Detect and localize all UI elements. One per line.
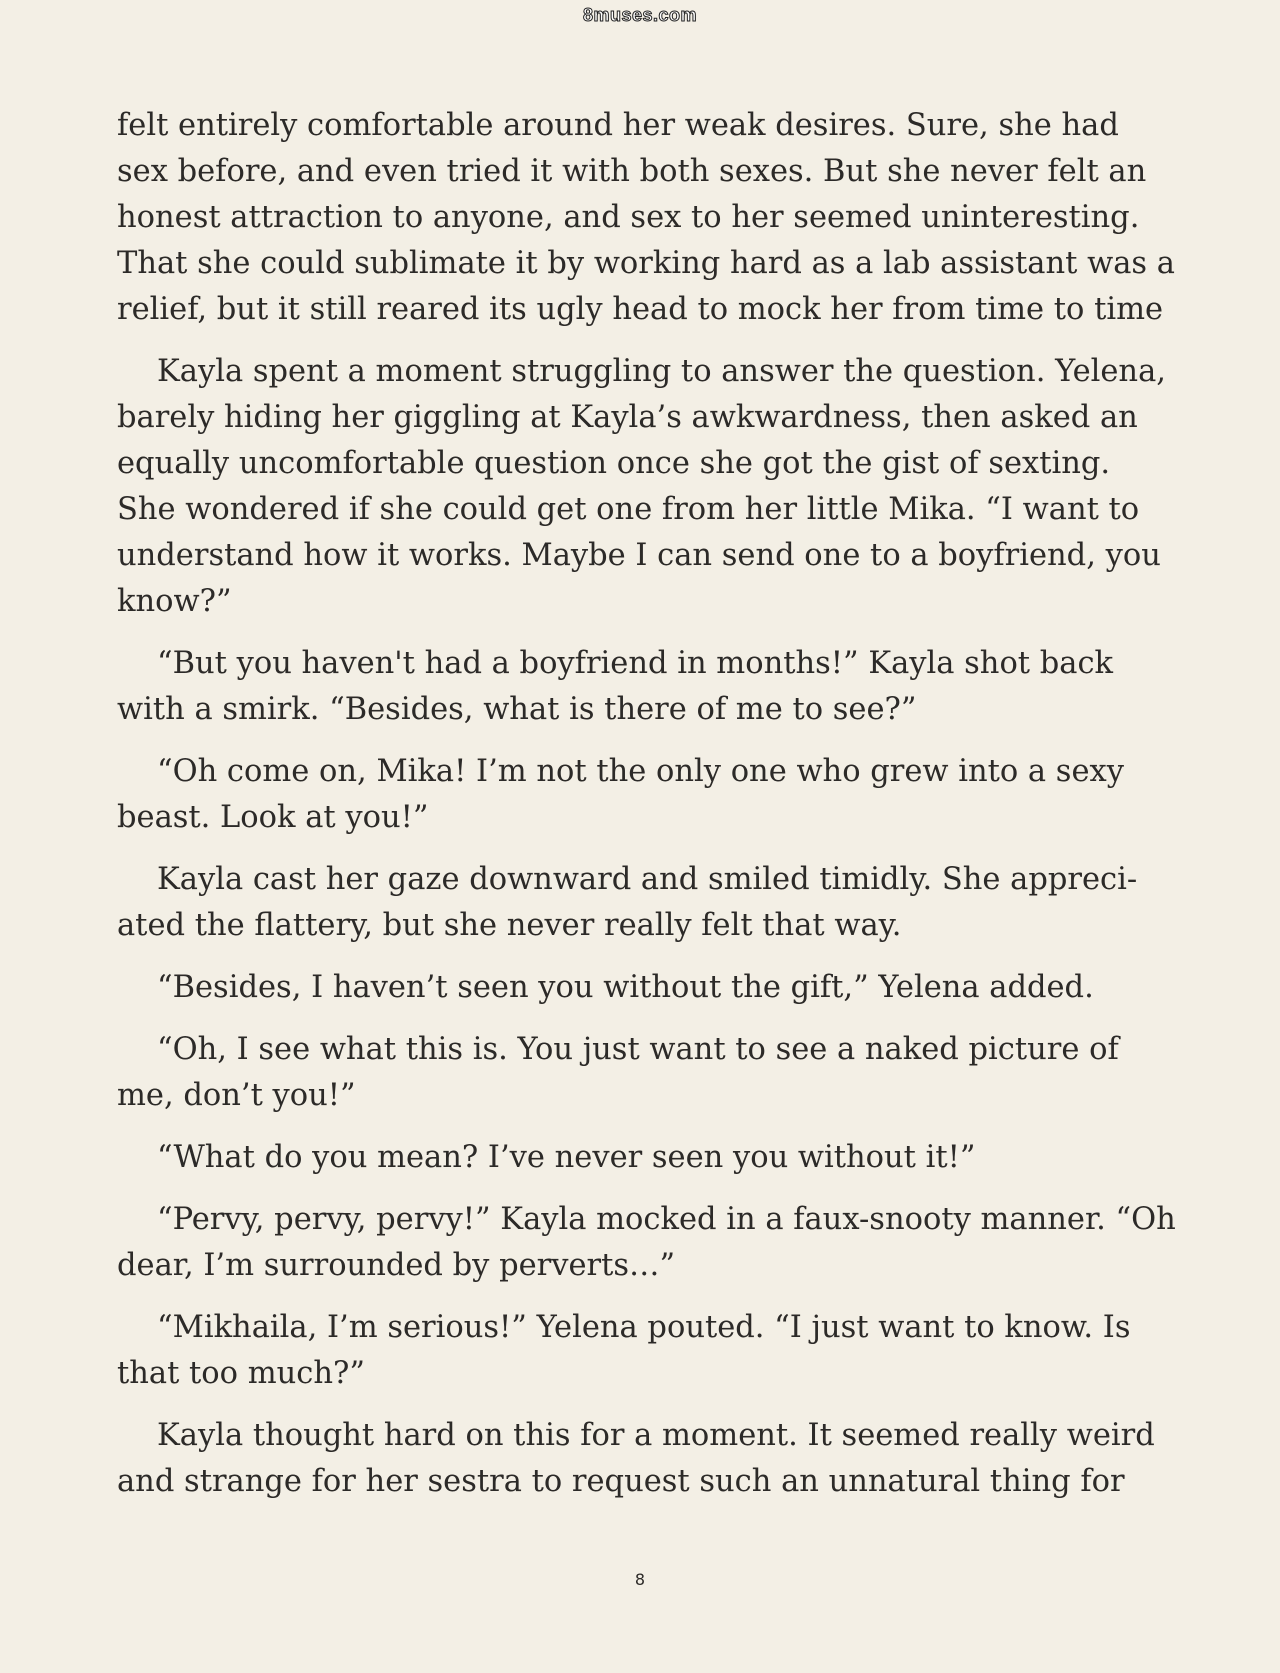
paragraph-1: felt entirely comfortable around her weak desires. Sure, she had sex before, and even tried it with both sexes. But she never felt an honest attraction to anyone, and sex to her seemed uninteresting. That she could sublimate it by working hard as a lab assistant was a relief, but it still reared its ugly head to mock her from time to time bbox=[117, 108, 1175, 327]
paragraph-2: Kayla spent a moment struggling to answer the question. Yelena, barely hiding her giggling at Kayla’s awkwardness, then asked an equally uncomfortable question once she got the gist of sexting. She wondered if she could get one from her little Mika. “I want to understand how it works. Maybe I can send one to a boyfriend, you know?” bbox=[117, 354, 1166, 619]
paragraph-10: “Mikhaila, I’m serious!” Yelena pouted. “I just want to know. Is that too much?” bbox=[117, 1310, 1131, 1391]
paragraph-5: Kayla cast her gaze downward and smiled timidly. She appreciated the flattery, but she never really felt that way. bbox=[117, 862, 1138, 943]
site-watermark: 8muses.com bbox=[582, 5, 698, 25]
paragraph-6: “Besides, I haven’t seen you without the gift,” Yelena added. bbox=[157, 970, 1094, 1005]
paragraph-8: “What do you mean? I’ve never seen you without it!” bbox=[157, 1140, 976, 1175]
page-number: 8 bbox=[634, 1570, 646, 1589]
page-body-text bbox=[117, 103, 1177, 1521]
paragraph-7: “Oh, I see what this is. You just want to see a naked picture of me, don’t you!” bbox=[117, 1032, 1119, 1113]
paragraph-11: Kayla thought hard on this for a moment. It seemed really weird and strange for her sestra to request such an unnatural thing for bbox=[117, 1418, 1155, 1499]
paragraph-3: “But you haven't had a boyfriend in months!” Kayla shot back with a smirk. “Besides, what is there of me to see?” bbox=[117, 646, 1114, 727]
paragraph-9: “Pervy, pervy, pervy!” Kayla mocked in a faux-snooty manner. “Oh dear, I’m surrounded by perverts…” bbox=[117, 1202, 1176, 1283]
paragraph-4: “Oh come on, Mika! I’m not the only one who grew into a sexy beast. Look at you!” bbox=[117, 754, 1124, 835]
